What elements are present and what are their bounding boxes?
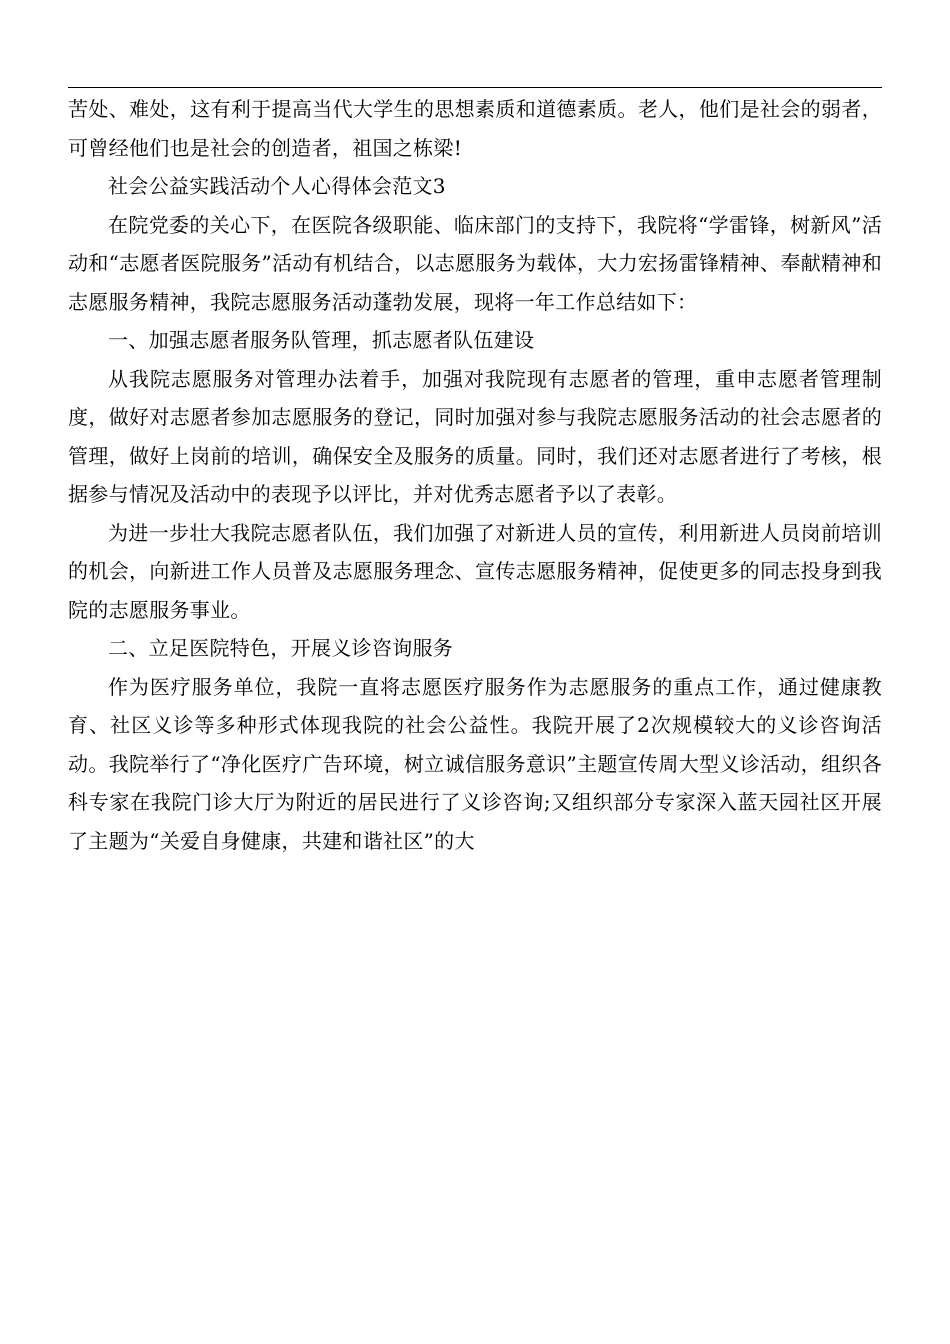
paragraph-intro: 在院党委的关心下，在医院各级职能、临床部门的支持下，我院将“学雷锋，树新风”活动和“志愿者医院服务”活动有机结合，以志愿服务为载体，大力宏扬雷锋精神、奉献精神和志愿服务精神，我院志愿服务活动蓬勃发展，现将一年工作总结如下： — [68, 212, 882, 314]
paragraph-management-details: 从我院志愿服务对管理办法着手，加强对我院现有志愿者的管理，重申志愿者管理制度，做好对志愿者参加志愿服务的登记，同时加强对参与我院志愿服务活动的社会志愿者的管理，做好上岗前的培训，确保安全及服务的质量。同时，我们还对志愿者进行了考核，根据参与情况及活动中的表现予以评比，并对优秀志愿者予以了表彰。 — [68, 366, 882, 506]
section-title-essay-3: 社会公益实践活动个人心得体会范文3 — [108, 174, 446, 198]
paragraph-free-clinic-details: 作为医疗服务单位，我院一直将志愿医疗服务作为志愿服务的重点工作，通过健康教育、社区义诊等多种形式体现我院的社会公益性。我院开展了2次规模较大的义诊咨询活动。我院举行了“净化医疗广告环境，树立诚信服务意识”主题宣传周大型义诊活动，组织各科专家在我院门诊大厅为附近的居民进行了义诊咨询;又组织部分专家深入蓝天园社区开展了主题为“关爱自身健康，共建和谐社区”的大 — [68, 674, 882, 853]
paragraph-team-expansion: 为进一步壮大我院志愿者队伍，我们加强了对新进人员的宣传，利用新进人员岗前培训的机会，向新进工作人员普及志愿服务理念、宣传志愿服务精神，促使更多的同志投身到我院的志愿服务事业。 — [68, 520, 882, 622]
paragraph-continued-text: 苦处、难处，这有利于提高当代大学生的思想素质和道德素质。老人，他们是社会的弱者，可曾经他们也是社会的创造者，祖国之栋梁! — [68, 97, 882, 160]
header-rule — [68, 87, 882, 88]
document-body — [68, 90, 882, 860]
heading-free-clinic: 二、立足医院特色，开展义诊咨询服务 — [108, 636, 454, 660]
heading-volunteer-management: 一、加强志愿者服务队管理，抓志愿者队伍建设 — [108, 328, 535, 352]
